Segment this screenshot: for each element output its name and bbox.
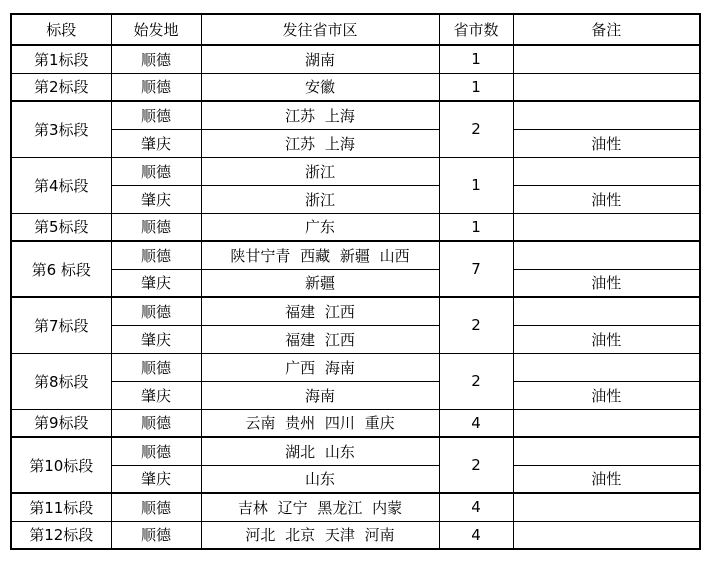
destinations-cell: 吉林 辽宁 黑龙江 内蒙 xyxy=(201,493,439,521)
section-cell: 第10标段 xyxy=(11,437,111,493)
table-row xyxy=(11,437,700,465)
table-row xyxy=(11,213,700,241)
destinations-cell: 江苏 上海 xyxy=(201,129,439,157)
origin-cell: 顺德 xyxy=(111,353,201,381)
column-header-count: 省市数 xyxy=(439,14,513,45)
destinations-cell: 安徽 xyxy=(201,73,439,101)
section-cell: 第11标段 xyxy=(11,493,111,521)
table-row xyxy=(11,381,700,409)
remark-cell xyxy=(513,409,700,437)
origin-cell: 肇庆 xyxy=(111,269,201,297)
destinations-cell: 湖南 xyxy=(201,45,439,73)
origin-cell: 顺德 xyxy=(111,521,201,549)
table-row xyxy=(11,241,700,269)
province-count-cell: 4 xyxy=(439,521,513,549)
table-row xyxy=(11,101,700,129)
section-cell: 第1标段 xyxy=(11,45,111,73)
destinations-cell: 广西 海南 xyxy=(201,353,439,381)
remark-cell xyxy=(513,45,700,73)
table-row xyxy=(11,73,700,101)
destinations-cell: 福建 江西 xyxy=(201,325,439,353)
origin-cell: 肇庆 xyxy=(111,325,201,353)
origin-cell: 顺德 xyxy=(111,409,201,437)
destinations-cell: 湖北 山东 xyxy=(201,437,439,465)
table-row xyxy=(11,157,700,185)
remark-cell xyxy=(513,297,700,325)
section-cell: 第9标段 xyxy=(11,409,111,437)
destinations-cell: 福建 江西 xyxy=(201,297,439,325)
province-count-cell: 1 xyxy=(439,73,513,101)
remark-cell: 油性 xyxy=(513,129,700,157)
province-count-cell: 2 xyxy=(439,353,513,409)
column-header-remark: 备注 xyxy=(513,14,700,45)
province-count-cell: 7 xyxy=(439,241,513,297)
header-row xyxy=(11,14,700,45)
remark-cell xyxy=(513,353,700,381)
destinations-cell: 浙江 xyxy=(201,157,439,185)
table-row xyxy=(11,45,700,73)
destinations-cell: 江苏 上海 xyxy=(201,101,439,129)
section-cell: 第6 标段 xyxy=(11,241,111,297)
origin-cell: 顺德 xyxy=(111,213,201,241)
table-row xyxy=(11,493,700,521)
origin-cell: 肇庆 xyxy=(111,185,201,213)
province-count-cell: 2 xyxy=(439,437,513,493)
province-count-cell: 2 xyxy=(439,101,513,157)
origin-cell: 顺德 xyxy=(111,493,201,521)
destinations-cell: 河北 北京 天津 河南 xyxy=(201,521,439,549)
remark-cell xyxy=(513,73,700,101)
section-cell: 第3标段 xyxy=(11,101,111,157)
origin-cell: 顺德 xyxy=(111,437,201,465)
table-row xyxy=(11,353,700,381)
shipping-sections-table xyxy=(10,13,701,550)
origin-cell: 顺德 xyxy=(111,297,201,325)
table-body xyxy=(11,45,700,549)
section-cell: 第12标段 xyxy=(11,521,111,549)
column-header-destinations: 发往省市区 xyxy=(201,14,439,45)
section-cell: 第8标段 xyxy=(11,353,111,409)
destinations-cell: 广东 xyxy=(201,213,439,241)
section-cell: 第4标段 xyxy=(11,157,111,213)
origin-cell: 肇庆 xyxy=(111,465,201,493)
province-count-cell: 2 xyxy=(439,297,513,353)
section-cell: 第2标段 xyxy=(11,73,111,101)
remark-cell: 油性 xyxy=(513,465,700,493)
section-cell: 第5标段 xyxy=(11,213,111,241)
remark-cell xyxy=(513,241,700,269)
table-row xyxy=(11,409,700,437)
remark-cell xyxy=(513,213,700,241)
origin-cell: 顺德 xyxy=(111,101,201,129)
table-row xyxy=(11,185,700,213)
destinations-cell: 陕甘宁青 西藏 新疆 山西 xyxy=(201,241,439,269)
remark-cell: 油性 xyxy=(513,269,700,297)
origin-cell: 肇庆 xyxy=(111,381,201,409)
origin-cell: 顺德 xyxy=(111,73,201,101)
remark-cell: 油性 xyxy=(513,381,700,409)
province-count-cell: 1 xyxy=(439,157,513,213)
remark-cell xyxy=(513,437,700,465)
table-row xyxy=(11,325,700,353)
destinations-cell: 云南 贵州 四川 重庆 xyxy=(201,409,439,437)
province-count-cell: 1 xyxy=(439,213,513,241)
table-row xyxy=(11,465,700,493)
remark-cell: 油性 xyxy=(513,185,700,213)
column-header-origin: 始发地 xyxy=(111,14,201,45)
destinations-cell: 海南 xyxy=(201,381,439,409)
table-row xyxy=(11,129,700,157)
destinations-cell: 山东 xyxy=(201,465,439,493)
table-row xyxy=(11,521,700,549)
destinations-cell: 浙江 xyxy=(201,185,439,213)
remark-cell xyxy=(513,157,700,185)
remark-cell xyxy=(513,521,700,549)
origin-cell: 肇庆 xyxy=(111,129,201,157)
origin-cell: 顺德 xyxy=(111,45,201,73)
remark-cell xyxy=(513,101,700,129)
table-row xyxy=(11,297,700,325)
origin-cell: 顺德 xyxy=(111,157,201,185)
table-row xyxy=(11,269,700,297)
remark-cell: 油性 xyxy=(513,325,700,353)
origin-cell: 顺德 xyxy=(111,241,201,269)
province-count-cell: 4 xyxy=(439,493,513,521)
column-header-section: 标段 xyxy=(11,14,111,45)
province-count-cell: 4 xyxy=(439,409,513,437)
section-cell: 第7标段 xyxy=(11,297,111,353)
province-count-cell: 1 xyxy=(439,45,513,73)
remark-cell xyxy=(513,493,700,521)
destinations-cell: 新疆 xyxy=(201,269,439,297)
